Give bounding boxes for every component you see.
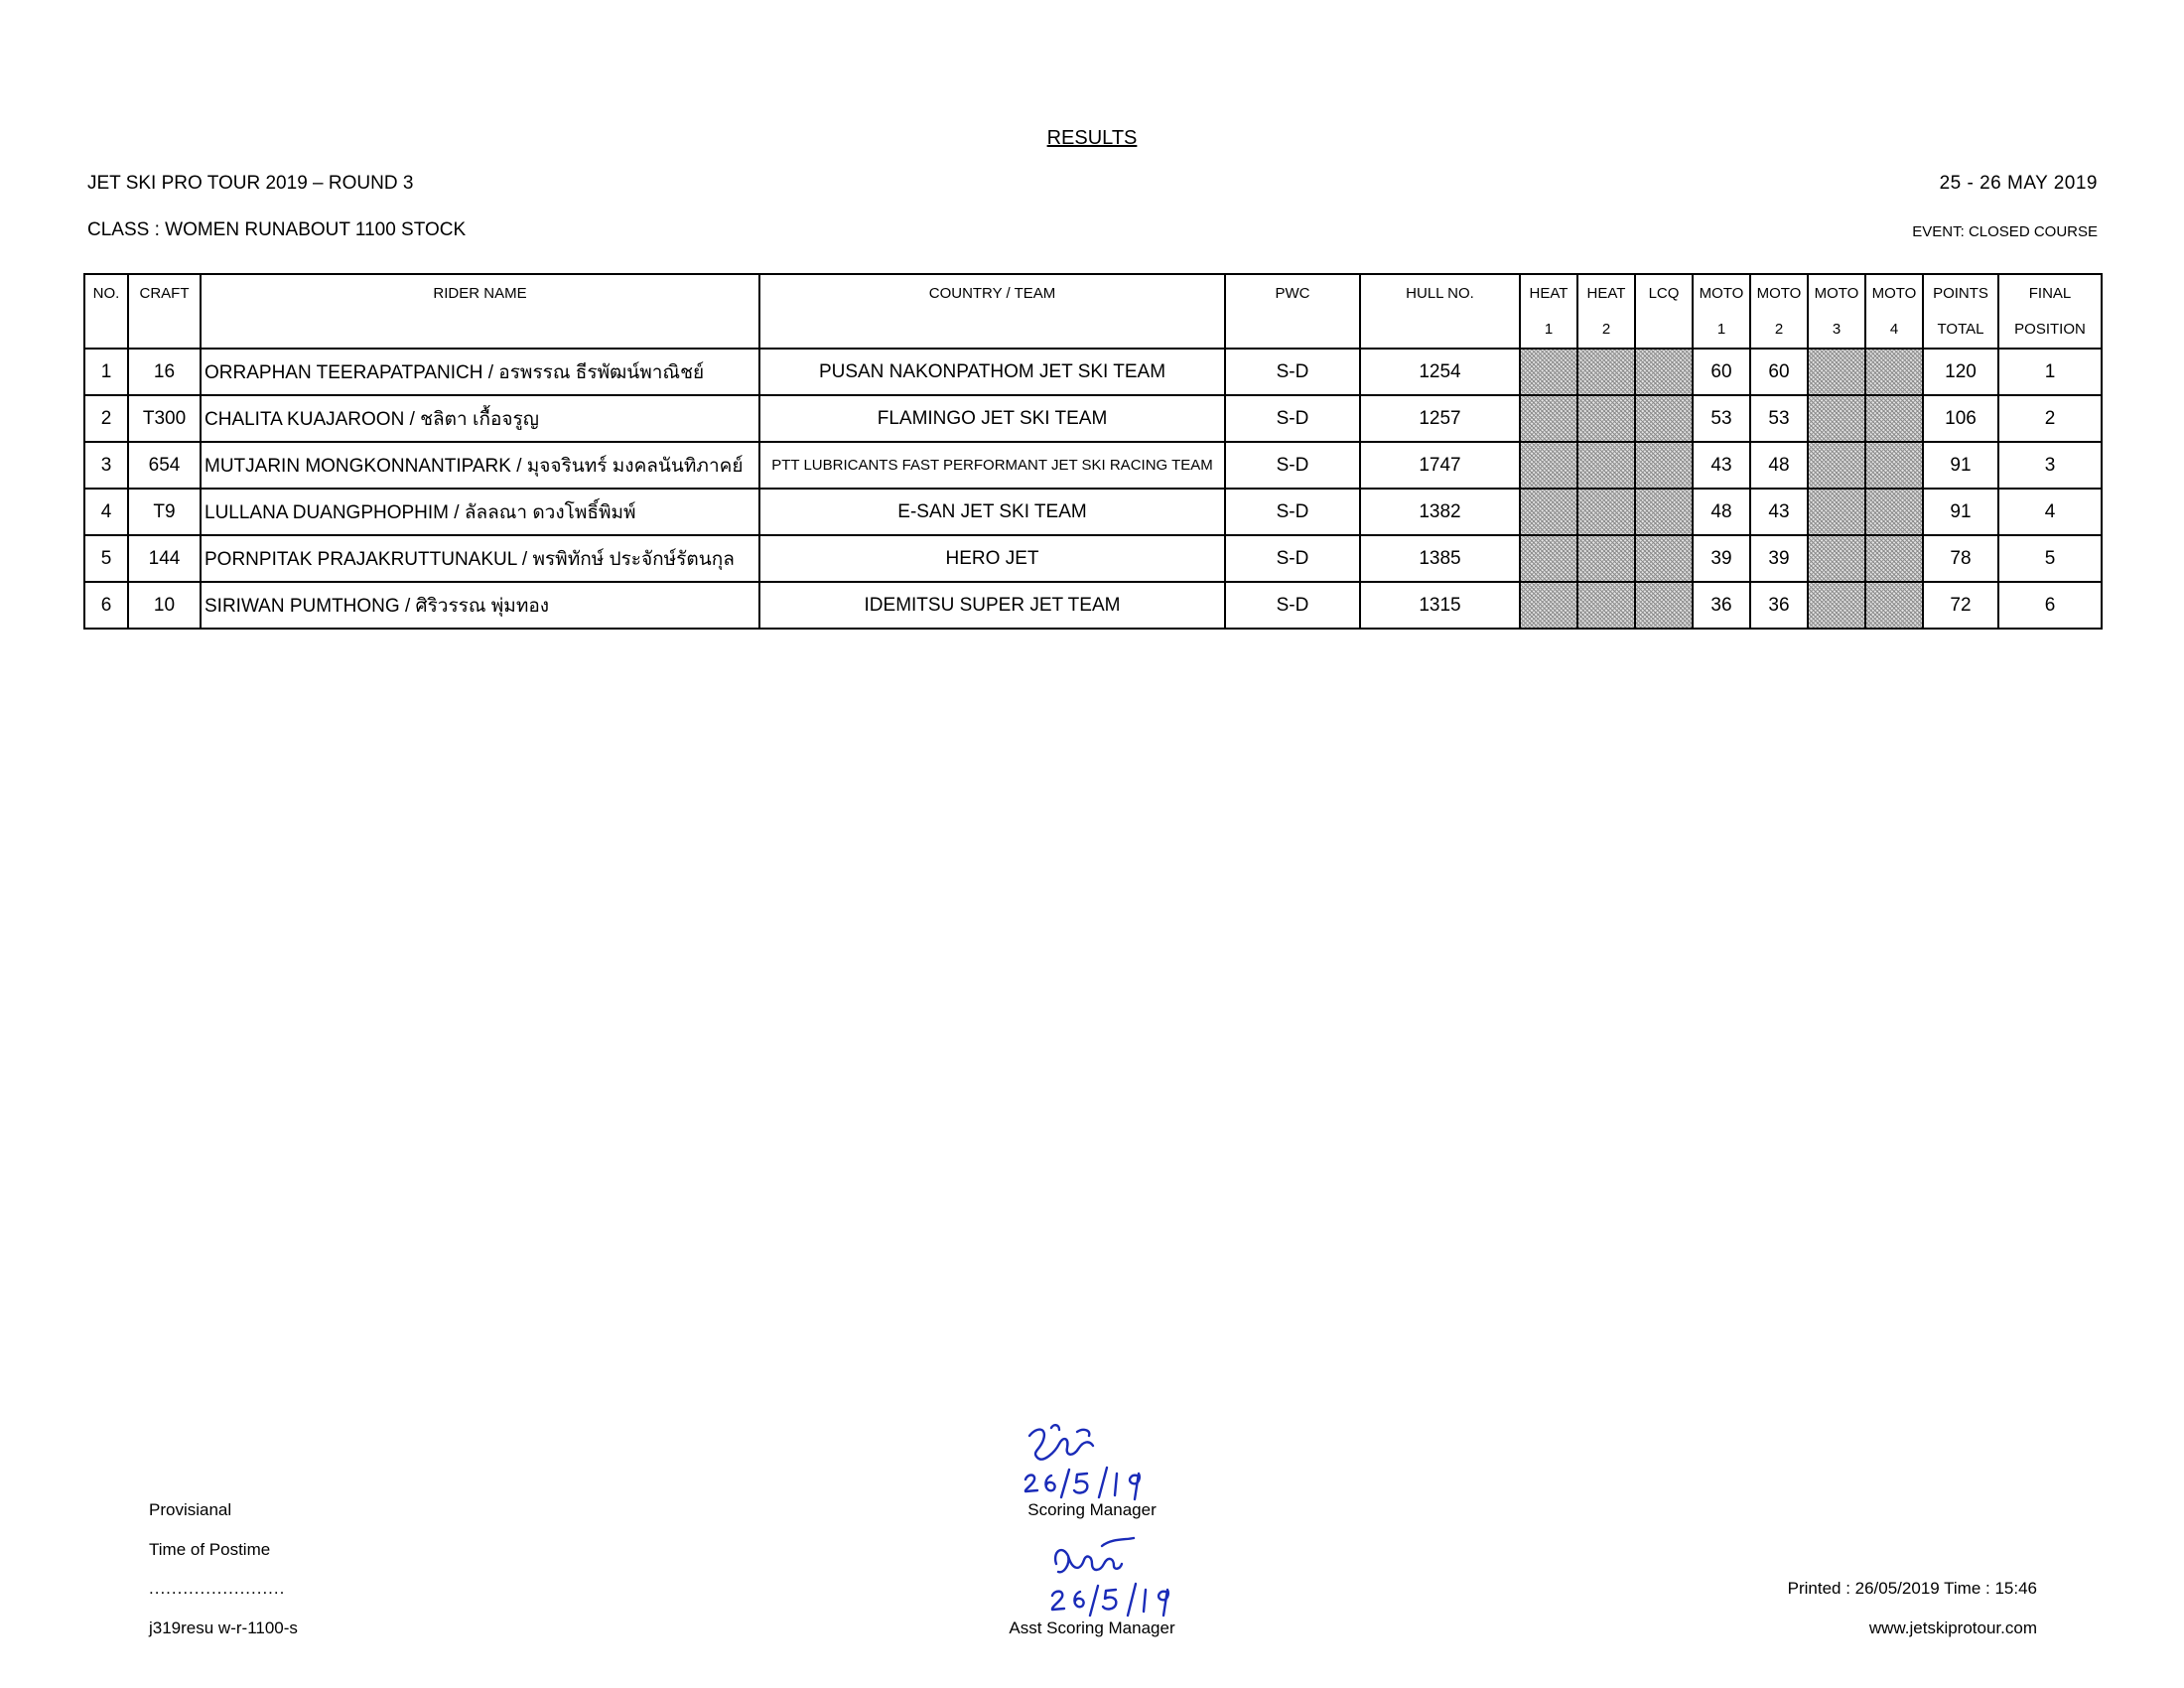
cell-points-total: 120 <box>1923 349 1998 395</box>
column-header-craft: CRAFT <box>128 274 201 349</box>
cell-lcq-empty <box>1635 395 1693 442</box>
cell-heat-1-empty <box>1520 442 1577 489</box>
table-header-row <box>84 274 2102 349</box>
cell-moto-4-empty <box>1865 442 1923 489</box>
cell-moto-4-empty <box>1865 395 1923 442</box>
column-header-country-team: COUNTRY / TEAM <box>759 274 1225 349</box>
cell-final-position: 6 <box>1998 582 2102 629</box>
table-row <box>84 442 2102 489</box>
asst-scoring-manager-label: Asst Scoring Manager <box>1009 1618 1175 1637</box>
cell-rider-name: CHALITA KUAJAROON / ชลิตา เกื้อจรูญ <box>201 395 759 442</box>
cell-hull-no: 1382 <box>1360 489 1520 535</box>
printed-timestamp: Printed : 26/05/2019 Time : 15:46 <box>1787 1579 2037 1598</box>
column-header-points-total: POINTS TOTAL <box>1923 274 1998 349</box>
cell-no: 6 <box>84 582 128 629</box>
column-header-hull-no: HULL NO. <box>1360 274 1520 349</box>
cell-heat-2-empty <box>1577 395 1635 442</box>
cell-moto-1: 53 <box>1693 395 1750 442</box>
cell-craft: 10 <box>128 582 201 629</box>
cell-craft: 144 <box>128 535 201 582</box>
cell-no: 5 <box>84 535 128 582</box>
cell-heat-2-empty <box>1577 582 1635 629</box>
cell-moto-4-empty <box>1865 489 1923 535</box>
cell-heat-2-empty <box>1577 442 1635 489</box>
cell-heat-1-empty <box>1520 535 1577 582</box>
cell-final-position: 2 <box>1998 395 2102 442</box>
cell-moto-3-empty <box>1808 442 1865 489</box>
cell-heat-1-empty <box>1520 489 1577 535</box>
column-header-moto-4: MOTO 4 <box>1865 274 1923 349</box>
table-row <box>84 582 2102 629</box>
cell-points-total: 91 <box>1923 489 1998 535</box>
cell-no: 2 <box>84 395 128 442</box>
column-header-pwc: PWC <box>1225 274 1360 349</box>
cell-pwc: S-D <box>1225 535 1360 582</box>
cell-moto-3-empty <box>1808 395 1865 442</box>
cell-points-total: 72 <box>1923 582 1998 629</box>
column-header-heat-2: HEAT 2 <box>1577 274 1635 349</box>
cell-moto-3-empty <box>1808 489 1865 535</box>
cell-team: E-SAN JET SKI TEAM <box>759 489 1225 535</box>
cell-pwc: S-D <box>1225 442 1360 489</box>
cell-rider-name: SIRIWAN PUMTHONG / ศิริวรรณ พุ่มทอง <box>201 582 759 629</box>
cell-moto-2: 60 <box>1750 349 1808 395</box>
cell-moto-1: 48 <box>1693 489 1750 535</box>
cell-moto-4-empty <box>1865 535 1923 582</box>
column-header-rider-name: RIDER NAME <box>201 274 759 349</box>
cell-team: PUSAN NAKONPATHOM JET SKI TEAM <box>759 349 1225 395</box>
cell-pwc: S-D <box>1225 582 1360 629</box>
table-row <box>84 395 2102 442</box>
cell-points-total: 106 <box>1923 395 1998 442</box>
column-header-moto-1: MOTO 1 <box>1693 274 1750 349</box>
column-header-moto-3: MOTO 3 <box>1808 274 1865 349</box>
cell-moto-3-empty <box>1808 349 1865 395</box>
cell-final-position: 4 <box>1998 489 2102 535</box>
cell-no: 3 <box>84 442 128 489</box>
cell-lcq-empty <box>1635 442 1693 489</box>
cell-lcq-empty <box>1635 535 1693 582</box>
cell-points-total: 78 <box>1923 535 1998 582</box>
cell-hull-no: 1747 <box>1360 442 1520 489</box>
cell-moto-3-empty <box>1808 582 1865 629</box>
cell-pwc: S-D <box>1225 489 1360 535</box>
cell-heat-2-empty <box>1577 489 1635 535</box>
cell-hull-no: 1385 <box>1360 535 1520 582</box>
cell-moto-2: 36 <box>1750 582 1808 629</box>
event-type: EVENT: CLOSED COURSE <box>1912 223 2098 240</box>
cell-final-position: 3 <box>1998 442 2102 489</box>
cell-moto-1: 36 <box>1693 582 1750 629</box>
cell-heat-1-empty <box>1520 395 1577 442</box>
cell-heat-1-empty <box>1520 582 1577 629</box>
website-url: www.jetskiprotour.com <box>1868 1618 2037 1637</box>
cell-hull-no: 1315 <box>1360 582 1520 629</box>
asst-scoring-manager-signature <box>1042 1534 1181 1623</box>
cell-team: FLAMINGO JET SKI TEAM <box>759 395 1225 442</box>
scoring-manager-label: Scoring Manager <box>1027 1500 1157 1519</box>
column-header-lcq: LCQ <box>1635 274 1693 349</box>
cell-moto-1: 39 <box>1693 535 1750 582</box>
provisional-label: Provisianal <box>149 1500 232 1519</box>
column-header-moto-2: MOTO 2 <box>1750 274 1808 349</box>
class-name: CLASS : WOMEN RUNABOUT 1100 STOCK <box>87 219 467 240</box>
cell-points-total: 91 <box>1923 442 1998 489</box>
cell-craft: T9 <box>128 489 201 535</box>
column-header-heat-1: HEAT 1 <box>1520 274 1577 349</box>
cell-lcq-empty <box>1635 489 1693 535</box>
cell-craft: T300 <box>128 395 201 442</box>
cell-moto-2: 48 <box>1750 442 1808 489</box>
cell-moto-2: 39 <box>1750 535 1808 582</box>
scoring-manager-signature <box>1008 1418 1176 1507</box>
page-title: RESULTS <box>1046 127 1138 149</box>
table-row <box>84 489 2102 535</box>
document-code: j319resu w-r-1100-s <box>149 1618 298 1637</box>
cell-rider-name: PORNPITAK PRAJAKRUTTUNAKUL / พรพิทักษ์ ประจักษ์รัตนกุล <box>201 535 759 582</box>
cell-rider-name: ORRAPHAN TEERAPATPANICH / อรพรรณ ธีรพัฒน์พาณิชย์ <box>201 349 759 395</box>
cell-moto-1: 43 <box>1693 442 1750 489</box>
cell-craft: 654 <box>128 442 201 489</box>
cell-heat-2-empty <box>1577 349 1635 395</box>
column-header-no: NO. <box>84 274 128 349</box>
cell-hull-no: 1254 <box>1360 349 1520 395</box>
cell-no: 1 <box>84 349 128 395</box>
results-table <box>83 273 2103 630</box>
cell-final-position: 1 <box>1998 349 2102 395</box>
postime-blank: ........................ <box>149 1579 286 1598</box>
cell-heat-1-empty <box>1520 349 1577 395</box>
event-date: 25 - 26 MAY 2019 <box>1939 173 2098 194</box>
cell-team: HERO JET <box>759 535 1225 582</box>
table-row <box>84 349 2102 395</box>
cell-pwc: S-D <box>1225 395 1360 442</box>
cell-team: IDEMITSU SUPER JET TEAM <box>759 582 1225 629</box>
cell-moto-4-empty <box>1865 582 1923 629</box>
column-header-final-position: FINAL POSITION <box>1998 274 2102 349</box>
cell-no: 4 <box>84 489 128 535</box>
cell-rider-name: MUTJARIN MONGKONNANTIPARK / มุจจรินทร์ มงคลนันทิภาคย์ <box>201 442 759 489</box>
cell-hull-no: 1257 <box>1360 395 1520 442</box>
table-row <box>84 535 2102 582</box>
event-name: JET SKI PRO TOUR 2019 – ROUND 3 <box>87 173 414 194</box>
cell-moto-4-empty <box>1865 349 1923 395</box>
cell-moto-1: 60 <box>1693 349 1750 395</box>
cell-moto-2: 43 <box>1750 489 1808 535</box>
cell-heat-2-empty <box>1577 535 1635 582</box>
postime-label: Time of Postime <box>149 1540 271 1559</box>
cell-lcq-empty <box>1635 349 1693 395</box>
cell-lcq-empty <box>1635 582 1693 629</box>
cell-rider-name: LULLANA DUANGPHOPHIM / ลัลลณา ดวงโพธิ์พิมพ์ <box>201 489 759 535</box>
cell-pwc: S-D <box>1225 349 1360 395</box>
cell-final-position: 5 <box>1998 535 2102 582</box>
cell-team: PTT LUBRICANTS FAST PERFORMANT JET SKI RACING TEAM <box>759 442 1225 489</box>
cell-craft: 16 <box>128 349 201 395</box>
cell-moto-2: 53 <box>1750 395 1808 442</box>
cell-moto-3-empty <box>1808 535 1865 582</box>
